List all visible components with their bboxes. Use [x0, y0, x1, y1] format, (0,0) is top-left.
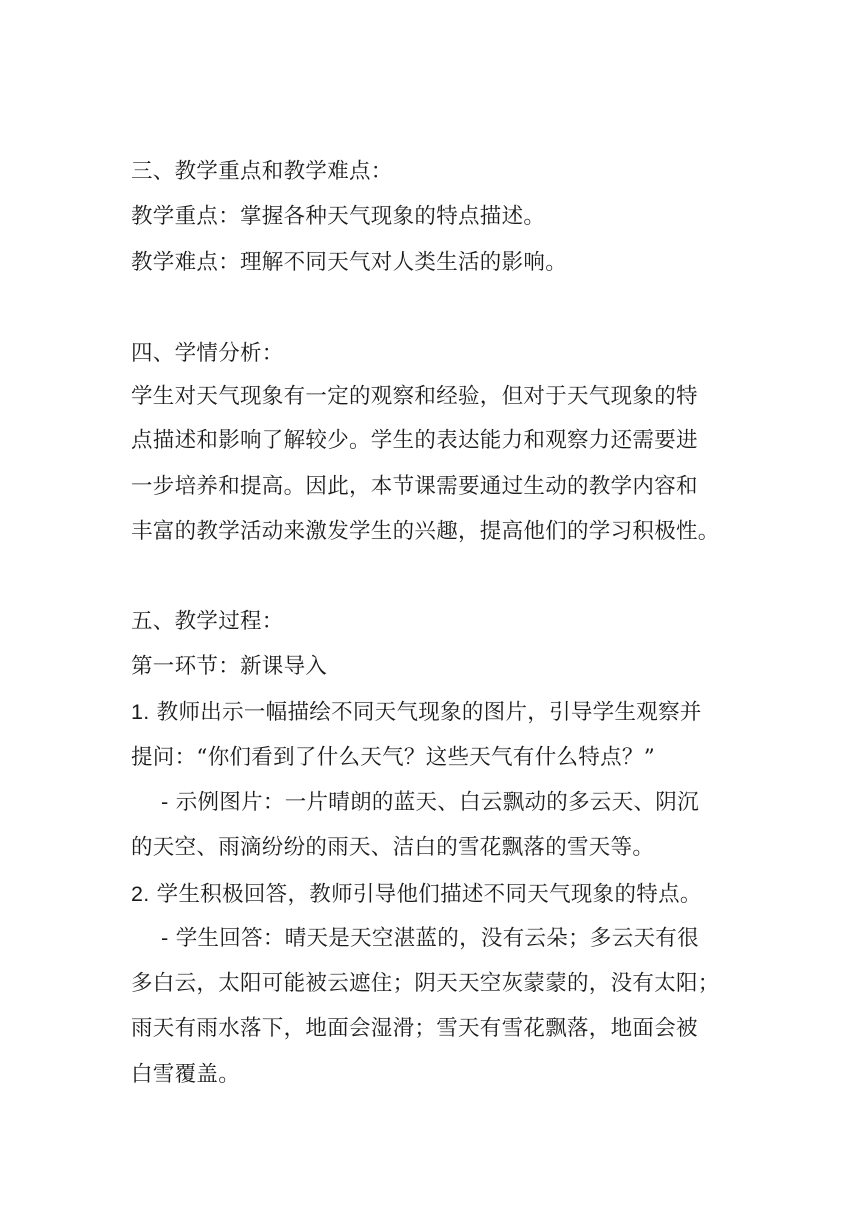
analysis-line: 丰富的教学活动来激发学生的兴趣，提高他们的学习积极性。 — [131, 519, 720, 544]
item-2-text: 学生积极回答，教师引导他们描述不同天气现象的特点。 — [156, 882, 702, 907]
item-1-text: 教师出示一幅描绘不同天气现象的图片，引导学生观察并 — [156, 700, 702, 725]
item-2-first-line — [131, 879, 702, 910]
answer-line: - 学生回答：晴天是天空湛蓝的，没有云朵；多云天有很 — [161, 926, 699, 951]
example-line: - 示例图片：一片晴朗的蓝天、白云飘动的多云天、阴沉 — [161, 790, 699, 815]
answer-line: 白雪覆盖。 — [131, 1062, 241, 1087]
section-5-heading: 五、教学过程： — [131, 609, 284, 634]
key-point-text: 教学重点：掌握各种天气现象的特点描述。 — [131, 204, 546, 229]
analysis-line: 学生对天气现象有一定的观察和经验，但对于天气现象的特 — [131, 384, 698, 409]
answer-line: 雨天有雨水落下，地面会湿滑；雪天有雪花飘落，地面会被 — [131, 1016, 698, 1041]
analysis-line: 点描述和影响了解较少。学生的表达能力和观察力还需要进 — [131, 428, 698, 453]
difficulty-text: 教学难点：理解不同天气对人类生活的影响。 — [131, 250, 568, 275]
stage-1-title: 第一环节：新课导入 — [131, 654, 328, 679]
section-3-heading: 三、教学重点和教学难点： — [131, 159, 393, 184]
answer-line: 多白云，太阳可能被云遮住；阴天天空灰蒙蒙的，没有太阳； — [131, 971, 720, 996]
item-1-line: 提问：“你们看到了什么天气？这些天气有什么特点？” — [131, 745, 655, 770]
item-2-number: 2. — [131, 882, 150, 906]
analysis-line: 一步培养和提高。因此，本节课需要通过生动的教学内容和 — [131, 474, 698, 499]
item-1-first-line — [131, 697, 702, 728]
section-4-heading: 四、学情分析： — [131, 341, 284, 366]
item-1-number: 1. — [131, 700, 150, 724]
example-line: 的天空、雨滴纷纷的雨天、洁白的雪花飘落的雪天等。 — [131, 835, 655, 860]
